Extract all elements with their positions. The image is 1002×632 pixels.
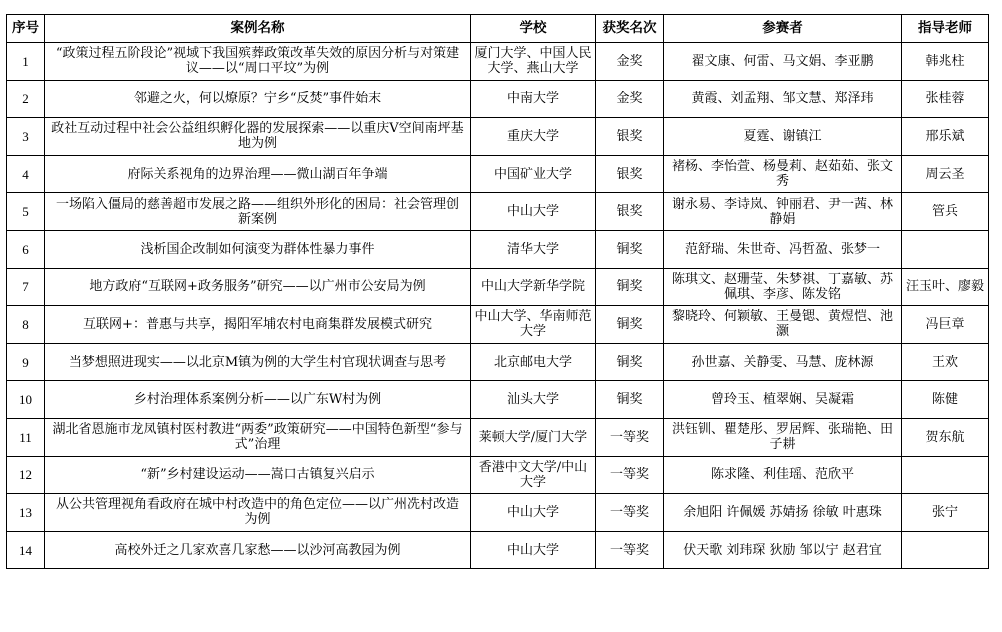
award-rank-text: 银奖 <box>616 128 643 144</box>
award-rank <box>596 118 664 156</box>
table-row <box>7 531 989 569</box>
award-rank-text: 一等奖 <box>609 429 649 445</box>
case-title <box>45 306 471 344</box>
school-name <box>471 494 596 532</box>
award-rank <box>596 456 664 494</box>
case-title <box>45 494 471 532</box>
row-number <box>7 306 45 344</box>
participants <box>664 456 902 494</box>
case-title-text: “政策过程五阶段论”视域下我国殡葬政策改革失效的原因分析与对策建议——以“周口平坟”为例 <box>55 46 460 77</box>
case-title-text: 浅析国企改制如何演变为群体性暴力事件 <box>140 241 375 257</box>
advisor-name-text: 管兵 <box>931 204 958 220</box>
award-rank <box>596 80 664 118</box>
participants <box>664 306 902 344</box>
advisor-name-text: 贺东航 <box>925 429 965 445</box>
header-advisor: 指导老师 <box>902 15 989 43</box>
participants <box>664 80 902 118</box>
header-no: 序号 <box>7 15 45 43</box>
row-number <box>7 193 45 231</box>
participants <box>664 531 902 569</box>
advisor-name <box>902 155 989 193</box>
advisor-name-text: 陈健 <box>931 392 958 408</box>
case-title-text: “新”乡村建设运动——嵩口古镇复兴启示 <box>140 467 375 483</box>
award-rank-text: 铜奖 <box>616 392 643 408</box>
participants-text: 洪钰钏、瞿楚彤、罗居辉、张瑞艳、田子耕 <box>671 422 893 453</box>
participants-text: 谢永易、李诗岚、钟丽君、尹一茜、林静娟 <box>671 196 893 227</box>
award-rank <box>596 43 664 81</box>
case-title <box>45 155 471 193</box>
participants-text: 余旭阳 许佩媛 苏婧扬 徐敏 叶惠珠 <box>683 504 882 520</box>
award-rank <box>596 230 664 268</box>
participants <box>664 193 902 231</box>
row-number-text: 12 <box>19 467 32 483</box>
award-rank <box>596 381 664 419</box>
advisor-name-text: 汪玉叶、廖毅 <box>905 279 984 295</box>
row-number-text: 14 <box>19 542 32 558</box>
award-rank-text: 铜奖 <box>616 316 643 332</box>
award-rank <box>596 155 664 193</box>
award-rank-text: 铜奖 <box>616 241 643 257</box>
school-name <box>471 306 596 344</box>
award-table <box>6 14 989 569</box>
award-rank-text: 银奖 <box>616 204 643 220</box>
participants-text: 黎晓玲、何颖敏、王曼锶、黄煜恺、池灏 <box>671 309 893 340</box>
case-title-text: 当梦想照进现实——以北京M镇为例的大学生村官现状调查与思考 <box>68 354 447 370</box>
row-number-text: 4 <box>22 166 29 182</box>
case-title <box>45 230 471 268</box>
header-title: 案例名称 <box>45 15 471 43</box>
table-row <box>7 418 989 456</box>
case-title-text: 从公共管理视角看政府在城中村改造中的角色定位——以广州冼村改造为例 <box>55 497 459 528</box>
award-rank <box>596 306 664 344</box>
row-number-text: 3 <box>22 128 29 144</box>
case-title <box>45 418 471 456</box>
row-number <box>7 343 45 381</box>
school-name-text: 中南大学 <box>506 91 559 107</box>
row-number-text: 7 <box>22 279 29 295</box>
school-name-text: 中山大学 <box>506 504 559 520</box>
participants <box>664 418 902 456</box>
header-members: 参赛者 <box>664 15 902 43</box>
participants <box>664 268 902 306</box>
award-rank <box>596 343 664 381</box>
case-title-text: 一场陷入僵局的慈善超市发展之路——组织外形化的困局：社会管理创新案例 <box>55 196 459 227</box>
case-title <box>45 118 471 156</box>
row-number <box>7 155 45 193</box>
school-name-text: 中山大学新华学院 <box>480 279 585 295</box>
award-rank-text: 金奖 <box>616 91 643 107</box>
case-title <box>45 268 471 306</box>
participants <box>664 343 902 381</box>
advisor-name <box>902 268 989 306</box>
table-row <box>7 80 989 118</box>
case-title <box>45 43 471 81</box>
advisor-name-text: 冯巨章 <box>925 316 965 332</box>
advisor-name <box>902 118 989 156</box>
award-rank-text: 铜奖 <box>616 279 643 295</box>
school-name <box>471 230 596 268</box>
advisor-name <box>902 230 989 268</box>
school-name <box>471 118 596 156</box>
row-number <box>7 118 45 156</box>
table-row <box>7 43 989 81</box>
award-rank-text: 铜奖 <box>616 354 643 370</box>
school-name <box>471 456 596 494</box>
participants <box>664 494 902 532</box>
participants-text: 黄霞、刘孟翔、邹文慧、郑泽玮 <box>691 91 874 107</box>
row-number-text: 2 <box>22 91 29 107</box>
case-title <box>45 456 471 494</box>
school-name-text: 重庆大学 <box>506 128 559 144</box>
school-name-text: 清华大学 <box>506 241 559 257</box>
award-rank <box>596 193 664 231</box>
row-number-text: 8 <box>22 316 29 332</box>
table-body <box>7 43 989 569</box>
advisor-name <box>902 306 989 344</box>
school-name <box>471 155 596 193</box>
advisor-name-text: 张桂蓉 <box>925 91 965 107</box>
school-name-text: 中国矿业大学 <box>493 166 572 182</box>
school-name <box>471 418 596 456</box>
case-title <box>45 343 471 381</box>
participants <box>664 43 902 81</box>
participants-text: 陈求隆、利佳瑶、范欣平 <box>710 467 854 483</box>
participants-text: 曾玲玉、植翠娴、吴凝霜 <box>710 392 854 408</box>
participants-text: 范舒瑞、朱世奇、冯哲盈、张梦一 <box>684 241 880 257</box>
award-rank-text: 一等奖 <box>609 504 649 520</box>
participants-text: 孙世嘉、关静雯、马慧、庞林源 <box>691 354 874 370</box>
school-name <box>471 268 596 306</box>
row-number <box>7 531 45 569</box>
table-row <box>7 381 989 419</box>
table-row <box>7 268 989 306</box>
participants <box>664 381 902 419</box>
table-row <box>7 155 989 193</box>
case-title <box>45 193 471 231</box>
case-title-text: 府际关系视角的边界治理——微山湖百年争端 <box>127 166 388 182</box>
case-title-text: 互联网+：普惠与共享，揭阳军埔农村电商集群发展模式研究 <box>83 316 432 332</box>
school-name <box>471 381 596 419</box>
school-name-text: 厦门大学、中国人民大学、燕山大学 <box>474 46 592 77</box>
header-school: 学校 <box>471 15 596 43</box>
row-number-text: 11 <box>19 429 32 445</box>
school-name <box>471 80 596 118</box>
table-row <box>7 118 989 156</box>
case-title <box>45 531 471 569</box>
row-number-text: 9 <box>22 354 29 370</box>
case-title <box>45 80 471 118</box>
award-rank-text: 一等奖 <box>609 467 649 483</box>
header-award: 获奖名次 <box>596 15 664 43</box>
table-row <box>7 343 989 381</box>
table-header <box>7 15 989 43</box>
row-number <box>7 230 45 268</box>
award-rank <box>596 531 664 569</box>
advisor-name-text: 韩兆柱 <box>925 53 965 69</box>
table-row <box>7 456 989 494</box>
advisor-name <box>902 193 989 231</box>
advisor-name <box>902 418 989 456</box>
school-name <box>471 193 596 231</box>
case-title <box>45 381 471 419</box>
row-number <box>7 418 45 456</box>
row-number-text: 6 <box>22 241 29 257</box>
school-name-text: 中山大学 <box>506 542 559 558</box>
case-title-text: 乡村治理体系案例分析——以广东W村为例 <box>133 392 382 408</box>
table-row <box>7 193 989 231</box>
row-number <box>7 456 45 494</box>
advisor-name <box>902 43 989 81</box>
advisor-name <box>902 494 989 532</box>
participants-text: 褚杨、李怡萱、杨曼莉、赵茹茹、张文秀 <box>671 159 893 190</box>
row-number <box>7 381 45 419</box>
advisor-name <box>902 80 989 118</box>
school-name <box>471 531 596 569</box>
award-rank <box>596 418 664 456</box>
row-number-text: 10 <box>19 392 32 408</box>
row-number-text: 1 <box>22 53 29 69</box>
table-row <box>7 306 989 344</box>
header-row <box>7 15 989 43</box>
school-name-text: 中山大学、华南师范大学 <box>474 309 592 340</box>
advisor-name <box>902 381 989 419</box>
award-rank-text: 金奖 <box>616 53 643 69</box>
award-table-container <box>6 14 989 569</box>
school-name-text: 香港中文大学/中山大学 <box>478 459 588 490</box>
award-rank <box>596 494 664 532</box>
table-row <box>7 494 989 532</box>
case-title-text: 政社互动过程中社会公益组织孵化器的发展探索——以重庆V空间南坪基地为例 <box>51 121 464 152</box>
school-name <box>471 43 596 81</box>
row-number-text: 13 <box>19 504 32 520</box>
award-rank-text: 一等奖 <box>609 542 649 558</box>
row-number-text: 5 <box>22 204 29 220</box>
participants-text: 夏霆、谢镇江 <box>743 128 822 144</box>
case-title-text: 地方政府“互联网+政务服务”研究——以广州市公安局为例 <box>89 279 426 295</box>
table-row <box>7 230 989 268</box>
participants-text: 翟文康、何雷、马文娟、李亚鹏 <box>691 53 874 69</box>
school-name-text: 北京邮电大学 <box>493 354 572 370</box>
award-rank <box>596 268 664 306</box>
row-number <box>7 43 45 81</box>
advisor-name-text: 王欢 <box>931 354 958 370</box>
participants <box>664 118 902 156</box>
case-title-text: 湖北省恩施市龙凤镇村医村教进“两委”政策研究——中国特色新型“参与式”治理 <box>52 422 463 453</box>
case-title-text: 邻避之火，何以燎原？宁乡“反焚”事件始末 <box>133 91 382 107</box>
participants-text: 陈琪文、赵珊莹、朱梦祺、丁嘉敏、苏佩琪、李彦、陈发铭 <box>671 271 893 302</box>
advisor-name-text: 邢乐斌 <box>925 128 965 144</box>
advisor-name <box>902 456 989 494</box>
advisor-name-text: 周云圣 <box>925 166 965 182</box>
advisor-name <box>902 531 989 569</box>
school-name <box>471 343 596 381</box>
school-name-text: 莱顿大学/厦门大学 <box>478 429 588 445</box>
advisor-name-text: 张宁 <box>931 504 958 520</box>
school-name-text: 中山大学 <box>506 204 559 220</box>
advisor-name <box>902 343 989 381</box>
participants-text: 伏天歌 刘玮琛 狄励 邹以宁 赵君宜 <box>683 542 882 558</box>
school-name-text: 汕头大学 <box>506 392 559 408</box>
row-number <box>7 80 45 118</box>
case-title-text: 高校外迁之几家欢喜几家愁——以沙河高教园为例 <box>114 542 401 558</box>
participants <box>664 230 902 268</box>
award-rank-text: 银奖 <box>616 166 643 182</box>
row-number <box>7 268 45 306</box>
row-number <box>7 494 45 532</box>
participants <box>664 155 902 193</box>
